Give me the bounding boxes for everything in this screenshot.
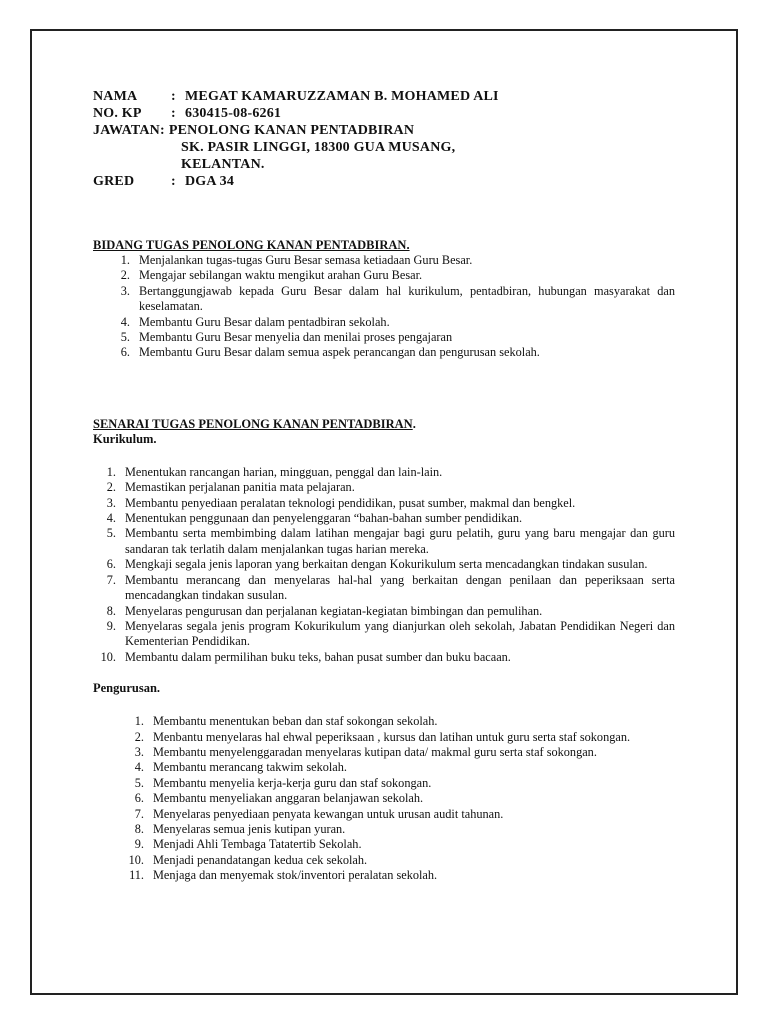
kp-separator: :	[171, 106, 176, 121]
list-item-text: Membantu serta membimbing dalam latihan mengajar bagi guru pelatih, guru yang baru mengajar dan guru sandaran tak terlatih dalam menjalankan tugas harian mereka.	[125, 526, 675, 556]
list-item	[93, 315, 675, 330]
list-item	[93, 745, 675, 760]
list-item-text: Membantu penyediaan peralatan teknologi pendidikan, pusat sumber, makmal dan bengkel.	[125, 495, 576, 510]
list-item-text: Menyelaras semua jenis kutipan yuran.	[153, 821, 346, 836]
list-item-number: 7.	[134, 806, 144, 821]
list-item	[93, 791, 675, 806]
list-item	[93, 868, 675, 883]
list-item	[93, 253, 675, 268]
list-item-text: Menyelaras segala jenis program Kokurikulum yang dianjurkan oleh sekolah, Jabatan Pendidikan Negeri dan Kementerian Pendidikan.	[125, 618, 675, 649]
list-item-number: 11.	[129, 868, 144, 883]
jawatan-row	[93, 122, 675, 139]
kp-value: 630415-08-6261	[185, 106, 282, 121]
list-item	[93, 807, 675, 822]
list-item	[93, 776, 675, 791]
list-item-number: 4.	[120, 314, 130, 329]
kp-label: NO. KP	[93, 106, 142, 121]
jawatan-state: KELANTAN.	[181, 157, 265, 172]
gred-row	[93, 173, 675, 190]
jawatan-school: SK. PASIR LINGGI, 18300 GUA MUSANG,	[181, 140, 456, 155]
list-item-text: Menyelaras penyediaan penyata kewangan untuk urusan audit tahunan.	[153, 806, 504, 821]
list-item	[93, 268, 675, 283]
list-item-text: Menjadi Ahli Tembaga Tatatertib Sekolah.	[153, 837, 362, 852]
list-item-text: Memastikan perjalanan panitia mata pelajaran.	[125, 480, 355, 495]
list-item-text: Bertanggungjawab kepada Guru Besar dalam hal kurikulum, pentadbiran, hubungan masyarakat dan keselamatan.	[139, 283, 675, 314]
senarai-title-text: SENARAI TUGAS PENOLONG KANAN PENTADBIRAN	[93, 416, 413, 431]
nama-row	[93, 88, 675, 105]
list-item-number: 6.	[106, 557, 116, 572]
gred-label: GRED	[93, 174, 135, 189]
list-item	[93, 822, 675, 837]
list-item	[93, 573, 675, 604]
list-item	[93, 714, 675, 729]
list-item	[93, 760, 675, 775]
list-item-number: 1.	[134, 714, 144, 729]
bidang-title: BIDANG TUGAS PENOLONG KANAN PENTADBIRAN.	[93, 238, 410, 252]
list-item	[93, 853, 675, 868]
list-item-text: Membantu menyelenggaradan menyelaras kutipan data/ makmal guru serta staf sokongan.	[153, 744, 597, 759]
personal-info	[93, 88, 675, 190]
nama-value: MEGAT KAMARUZZAMAN B. MOHAMED ALI	[185, 89, 499, 104]
list-item-number: 1.	[106, 464, 116, 479]
senarai-title-period: .	[412, 416, 416, 431]
list-item	[93, 730, 675, 745]
list-item-number: 3.	[106, 495, 116, 510]
list-item-text: Membantu merancang dan menyelaras hal-hal yang berkaitan dengan penilaan dan peperiksaan serta mencadangkan tindakan susulan.	[125, 572, 675, 603]
list-item-number: 2.	[120, 268, 130, 283]
pengurusan-title: Pengurusan.	[93, 681, 161, 696]
list-item-number: 6.	[134, 791, 144, 806]
list-item	[93, 284, 675, 315]
list-item-number: 8.	[134, 821, 144, 836]
list-item	[93, 619, 675, 650]
list-item-text: Membantu menentukan beban dan staf sokongan sekolah.	[153, 714, 438, 729]
nama-label: NAMA	[93, 89, 138, 104]
list-item-text: Menjalankan tugas-tugas Guru Besar semasa ketiadaan Guru Besar.	[139, 253, 473, 267]
list-item-number: 9.	[134, 837, 144, 852]
senarai-title	[93, 417, 675, 432]
list-item	[93, 557, 675, 572]
list-item-number: 5.	[120, 330, 130, 345]
list-item-number: 5.	[106, 526, 116, 541]
list-item-text: Membantu dalam permilihan buku teks, bahan pusat sumber dan buku bacaan.	[125, 649, 511, 664]
list-item-text: Menyelaras pengurusan dan perjalanan kegiatan-kegiatan bimbingan dan pemulihan.	[125, 603, 543, 618]
jawatan-value: PENOLONG KANAN PENTADBIRAN	[168, 123, 415, 138]
kp-row	[93, 105, 675, 122]
list-item-text: Mengajar sebilangan waktu mengikut arahan Guru Besar.	[139, 268, 423, 283]
list-item-number: 6.	[120, 345, 130, 360]
list-item	[93, 526, 675, 557]
pengurusan-list	[93, 714, 675, 883]
list-item-text: Membantu menyelia kerja-kerja guru dan staf sokongan.	[153, 775, 432, 790]
gred-separator: :	[171, 174, 176, 189]
kurikulum-list	[93, 465, 675, 665]
list-item-text: Menentukan penggunaan dan penyelenggaran “bahan-bahan sumber pendidikan.	[125, 511, 523, 526]
list-item-text: Menjaga dan menyemak stok/inventori peralatan sekolah.	[153, 868, 438, 883]
list-item-number: 9.	[106, 618, 116, 633]
list-item-text: Mengkaji segala jenis laporan yang berkaitan dengan Kokurikulum serta mencadangkan tindakan susulan.	[125, 557, 648, 572]
list-item-number: 4.	[134, 760, 144, 775]
list-item-text: Membantu Guru Besar dalam semua aspek perancangan dan pengurusan sekolah.	[139, 345, 540, 360]
list-item-text: Membantu menyeliakan anggaran belanjawan sekolah.	[153, 791, 424, 806]
list-item	[93, 480, 675, 495]
list-item-text: Membantu merancang takwim sekolah.	[153, 760, 347, 775]
list-item-number: 3.	[120, 283, 130, 298]
jawatan-separator: :	[160, 123, 165, 138]
list-item	[93, 345, 675, 360]
bidang-list	[93, 253, 675, 361]
kurikulum-title: Kurikulum.	[93, 431, 157, 446]
list-item-number: 7.	[106, 572, 116, 587]
list-item-text: Menbantu menyelaras hal ehwal peperiksaan , kursus dan latihan untuk guru serta staf sokongan.	[153, 729, 631, 744]
list-item	[93, 496, 675, 511]
list-item-number: 8.	[106, 603, 116, 618]
list-item-number: 3.	[134, 744, 144, 759]
gred-value: DGA 34	[185, 174, 235, 189]
list-item	[93, 511, 675, 526]
list-item-number: 1.	[120, 253, 130, 267]
list-item-number: 2.	[106, 480, 116, 495]
nama-separator: :	[171, 89, 176, 104]
list-item-text: Membantu Guru Besar menyelia dan menilai proses pengajaran	[139, 330, 453, 345]
list-item	[93, 604, 675, 619]
list-item-text: Membantu Guru Besar dalam pentadbiran sekolah.	[139, 314, 390, 329]
list-item-number: 10.	[100, 649, 116, 664]
list-item-number: 2.	[134, 729, 144, 744]
list-item-text: Menentukan rancangan harian, mingguan, penggal dan lain-lain.	[125, 464, 443, 479]
list-item-text: Menjadi penandatangan kedua cek sekolah.	[153, 852, 368, 867]
jawatan-label: JAWATAN	[93, 123, 160, 138]
list-item-number: 4.	[106, 511, 116, 526]
document-body	[93, 88, 675, 884]
list-item-number: 10.	[128, 852, 144, 867]
list-item	[93, 465, 675, 480]
list-item	[93, 330, 675, 345]
list-item	[93, 837, 675, 852]
list-item-number: 5.	[134, 775, 144, 790]
list-item	[93, 650, 675, 665]
